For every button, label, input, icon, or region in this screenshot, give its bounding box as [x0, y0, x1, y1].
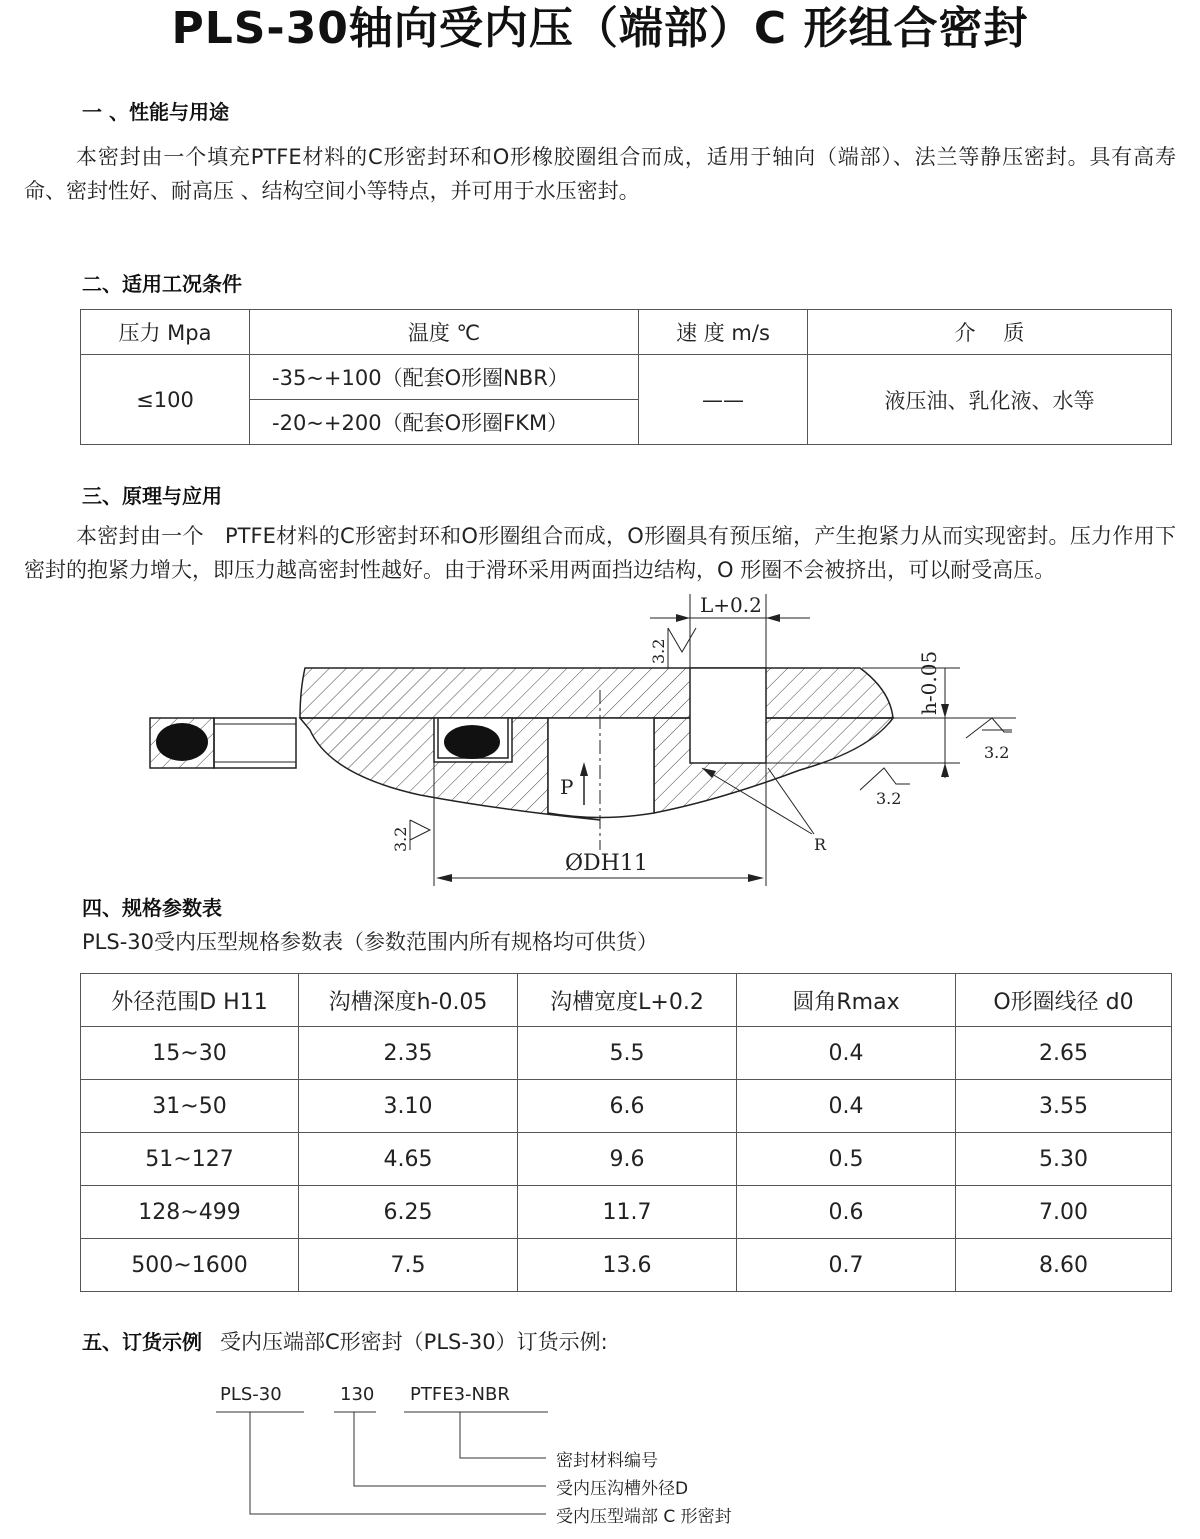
legend-type: 受内压型端部 C 形密封	[556, 1507, 732, 1527]
conditions-table	[80, 309, 1172, 445]
depth-dimension: h-0.05	[917, 650, 941, 715]
table-cell: 128~499	[81, 1186, 299, 1239]
table-row	[81, 1186, 1172, 1239]
order-example-desc: 受内压端部C形密封（PLS-30）订货示例:	[220, 1330, 608, 1354]
table-cell: 2.65	[956, 1027, 1172, 1080]
spec-header-radius: 圆角Rmax	[737, 974, 956, 1027]
table-cell: 11.7	[518, 1186, 737, 1239]
conditions-header-temp: 温度 ℃	[250, 310, 639, 355]
table-row	[81, 1027, 1172, 1080]
table-cell: 0.6	[737, 1186, 956, 1239]
section2-heading: 二、适用工况条件	[82, 272, 242, 296]
page-title: PLS-30轴向受内压（端部）C 形组合密封	[171, 3, 1029, 54]
order-code-model: PLS-30	[220, 1384, 282, 1405]
table-cell: 0.4	[737, 1080, 956, 1133]
conditions-pressure: ≤100	[81, 355, 250, 445]
section3-text: 本密封由一个 PTFE材料的C形密封环和O形圈组合而成，O形圈具有预压缩，产生抱紧力从而实现密封。压力作用下密封的抱紧力增大，即压力越高密封性越好。由于滑环采用两面挡边结构，O 形圈不会被挤出，可以耐受高压。	[24, 524, 1176, 582]
table-cell: 0.4	[737, 1027, 956, 1080]
table-cell: 15~30	[81, 1027, 299, 1080]
spec-table	[80, 973, 1172, 1292]
table-cell: 5.30	[956, 1133, 1172, 1186]
spec-table-subtitle: PLS-30受内压型规格参数表（参数范围内所有规格均可供货）	[82, 930, 658, 954]
order-code-diameter: 130	[340, 1384, 375, 1405]
legend-diameter: 受内压沟槽外径D	[556, 1479, 689, 1499]
pressure-label: P	[560, 775, 574, 799]
conditions-medium: 液压油、乳化液、水等	[808, 355, 1172, 445]
roughness-right: 3.2	[984, 743, 1010, 762]
legend-material: 密封材料编号	[556, 1451, 658, 1471]
roughness-lower-right: 3.2	[876, 789, 902, 808]
spec-header-width: 沟槽宽度L+0.2	[518, 974, 737, 1027]
radius-label: R	[814, 835, 827, 854]
width-dimension: L+0.2	[700, 593, 762, 617]
table-cell: 500~1600	[81, 1239, 299, 1292]
table-cell: 9.6	[518, 1133, 737, 1186]
order-code-material: PTFE3-NBR	[410, 1384, 510, 1405]
table-cell: 51~127	[81, 1133, 299, 1186]
roughness-left: 3.2	[391, 826, 410, 852]
roughness-top: 3.2	[649, 638, 668, 664]
table-cell: 8.60	[956, 1239, 1172, 1292]
table-cell: 5.5	[518, 1027, 737, 1080]
spec-header-oring: O形圈线径 d0	[956, 974, 1172, 1027]
table-cell: 2.35	[299, 1027, 518, 1080]
diameter-dimension: ØDH11	[565, 851, 648, 876]
conditions-header-medium: 介 质	[808, 310, 1172, 355]
table-cell: 3.55	[956, 1080, 1172, 1133]
seal-cross-section-drawing	[0, 590, 1200, 890]
section5-heading: 五、订货示例	[82, 1330, 202, 1354]
spec-table-header-row	[81, 974, 1172, 1027]
conditions-speed: ——	[639, 355, 808, 445]
conditions-header-pressure: 压力 Mpa	[81, 310, 250, 355]
table-cell: 0.7	[737, 1239, 956, 1292]
section3-heading: 三、原理与应用	[82, 484, 222, 508]
table-cell: 6.6	[518, 1080, 737, 1133]
table-cell: 7.5	[299, 1239, 518, 1292]
table-cell: 0.5	[737, 1133, 956, 1186]
conditions-temp-nbr: -35~+100（配套O形圈NBR）	[250, 355, 639, 400]
spec-header-diameter: 外径范围D H11	[81, 974, 299, 1027]
table-cell: 7.00	[956, 1186, 1172, 1239]
table-cell: 13.6	[518, 1239, 737, 1292]
table-row	[81, 1133, 1172, 1186]
section5-heading-line	[82, 1326, 608, 1356]
spec-header-depth: 沟槽深度h-0.05	[299, 974, 518, 1027]
table-row	[81, 1239, 1172, 1292]
conditions-header-speed: 速 度 m/s	[639, 310, 808, 355]
table-cell: 4.65	[299, 1133, 518, 1186]
table-cell: 31~50	[81, 1080, 299, 1133]
table-cell: 3.10	[299, 1080, 518, 1133]
table-cell: 6.25	[299, 1186, 518, 1239]
conditions-temp-fkm: -20~+200（配套O形圈FKM）	[250, 400, 639, 445]
section4-heading: 四、规格参数表	[82, 896, 222, 920]
table-row	[81, 1080, 1172, 1133]
section1-heading: 一 、性能与用途	[82, 100, 229, 124]
section1-text: 本密封由一个填充PTFE材料的C形密封环和O形橡胶圈组合而成，适用于轴向（端部）、法兰等静压密封。具有高寿命、密封性好、耐高压 、结构空间小等特点，并可用于水压密封。	[24, 145, 1176, 203]
